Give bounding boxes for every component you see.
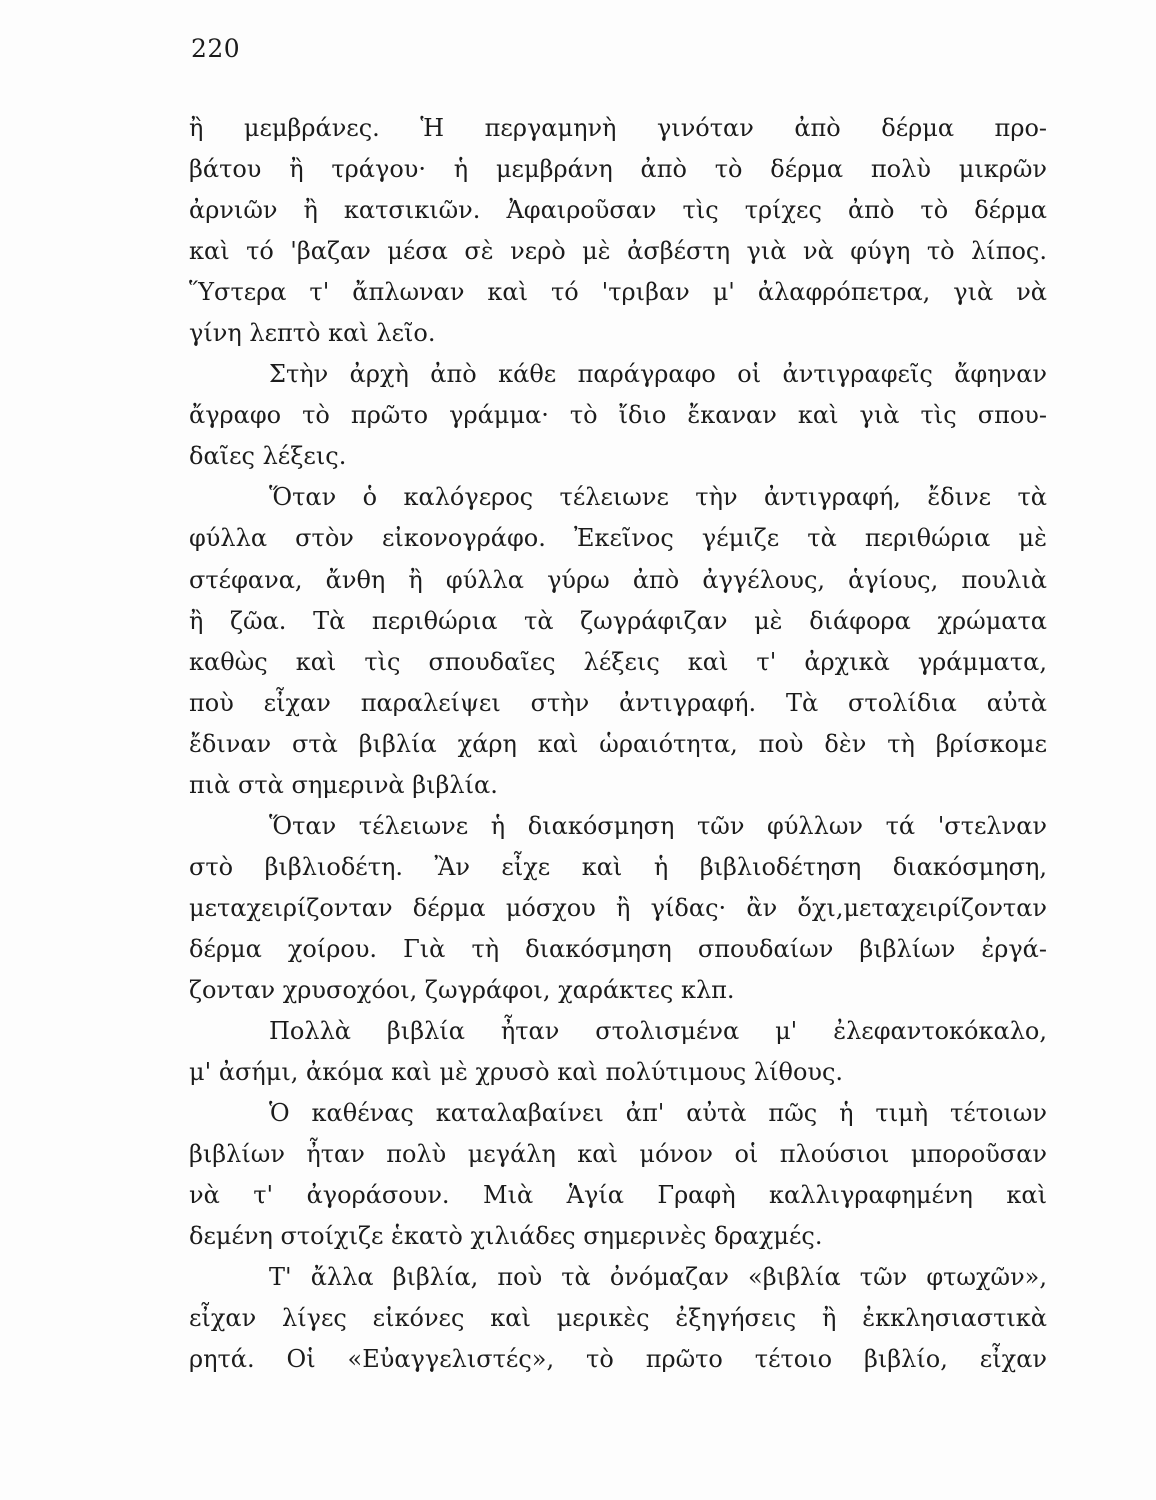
text-line: βάτου ἢ τράγου· ἡ μεμβράνη ἀπὸ τὸ δέρμα πολὺ μικρῶν [189,155,1047,184]
paragraph [189,1011,1047,1093]
text-line: ζονταν χρυσοχόοι, ζωγράφοι, χαράκτες κλπ. [189,975,735,1004]
text-line: Ὅταν ὁ καλόγερος τέλειωνε τὴν ἀντιγραφή, ἔδινε τὰ [269,483,1047,512]
text-line: στέφανα, ἄνθη ἢ φύλλα γύρω ἀπὸ ἀγγέλους, ἁγίους, πουλιὰ [189,565,1047,594]
text-line: Στὴν ἀρχὴ ἀπὸ κάθε παράγραφο οἱ ἀντιγραφεῖς ἄφηναν [269,360,1047,389]
text-line: φύλλα στὸν εἰκονογράφο. Ἐκεῖνος γέμιζε τὰ περιθώρια μὲ [189,524,1047,553]
page-number: 220 [191,34,241,63]
text-line: Ὕστερα τ' ἄπλωναν καὶ τό 'τριβαν μ' ἀλαφρόπετρα, γιὰ νὰ [189,278,1047,307]
paragraph [189,108,1047,354]
paragraph [189,806,1047,1011]
text-line: Ὁ καθένας καταλαβαίνει ἀπ' αὐτὰ πῶς ἡ τιμὴ τέτοιων [269,1099,1047,1128]
body-text [189,108,1047,1380]
text-line: στὸ βιβλιοδέτη. Ἂν εἶχε καὶ ἡ βιβλιοδέτηση διακόσμηση, [189,852,1047,881]
paragraph [189,1257,1047,1380]
text-line: ἀρνιῶν ἢ κατσικιῶν. Ἀφαιροῦσαν τὶς τρίχες ἀπὸ τὸ δέρμα [189,196,1047,225]
paragraph [189,354,1047,477]
text-line: μ' ἀσήμι, ἀκόμα καὶ μὲ χρυσὸ καὶ πολύτιμους λίθους. [189,1058,844,1087]
text-line: μεταχειρίζονταν δέρμα μόσχου ἢ γίδας· ἂν ὄχι,μεταχειρίζονταν [189,893,1047,922]
text-line: δαῖες λέξεις. [189,442,347,471]
paragraph [189,1093,1047,1257]
text-line: εἶχαν λίγες εἰκόνες καὶ μερικὲς ἐξηγήσεις ἢ ἐκκλησιαστικὰ [189,1304,1047,1333]
text-line: ἄγραφο τὸ πρῶτο γράμμα· τὸ ἴδιο ἔκαναν καὶ γιὰ τὶς σπου- [189,401,1047,430]
text-line: δεμένη στοίχιζε ἑκατὸ χιλιάδες σημερινὲς δραχμές. [189,1222,823,1251]
text-line: δέρμα χοίρου. Γιὰ τὴ διακόσμηση σπουδαίων βιβλίων ἐργά- [189,934,1047,963]
text-line: Ὅταν τέλειωνε ἡ διακόσμηση τῶν φύλλων τά 'στελναν [269,811,1047,840]
text-line: ρητά. Οἱ «Εὐαγγελιστές», τὸ πρῶτο τέτοιο βιβλίο, εἶχαν [189,1345,1047,1374]
text-line: νὰ τ' ἀγοράσουν. Μιὰ Ἁγία Γραφὴ καλλιγραφημένη καὶ [189,1181,1047,1210]
text-line: Πολλὰ βιβλία ἦταν στολισμένα μ' ἐλεφαντοκόκαλο, [269,1017,1047,1046]
text-line: καθὼς καὶ τὶς σπουδαῖες λέξεις καὶ τ' ἀρχικὰ γράμματα, [189,647,1047,676]
paragraph [189,477,1047,805]
text-line: γίνη λεπτὸ καὶ λεῖο. [189,319,436,348]
text-line: ἢ μεμβράνες. Ἡ περγαμηνὴ γινόταν ἀπὸ δέρμα προ- [189,114,1047,142]
text-line: πιὰ στὰ σημερινὰ βιβλία. [189,770,498,799]
text-line: ποὺ εἶχαν παραλείψει στὴν ἀντιγραφή. Τὰ στολίδια αὐτὰ [189,688,1047,717]
text-line: καὶ τό 'βαζαν μέσα σὲ νερὸ μὲ ἀσβέστη γιὰ νὰ φύγη τὸ λίπος. [189,237,1047,266]
text-line: ἔδιναν στὰ βιβλία χάρη καὶ ὡραιότητα, ποὺ δὲν τὴ βρίσκομε [189,729,1047,758]
text-line: Τ' ἄλλα βιβλία, ποὺ τὰ ὀνόμαζαν «βιβλία τῶν φτωχῶν», [269,1263,1047,1292]
text-line: βιβλίων ἦταν πολὺ μεγάλη καὶ μόνον οἱ πλούσιοι μποροῦσαν [189,1140,1047,1169]
text-line: ἢ ζῶα. Τὰ περιθώρια τὰ ζωγράφιζαν μὲ διάφορα χρώματα [189,606,1047,635]
